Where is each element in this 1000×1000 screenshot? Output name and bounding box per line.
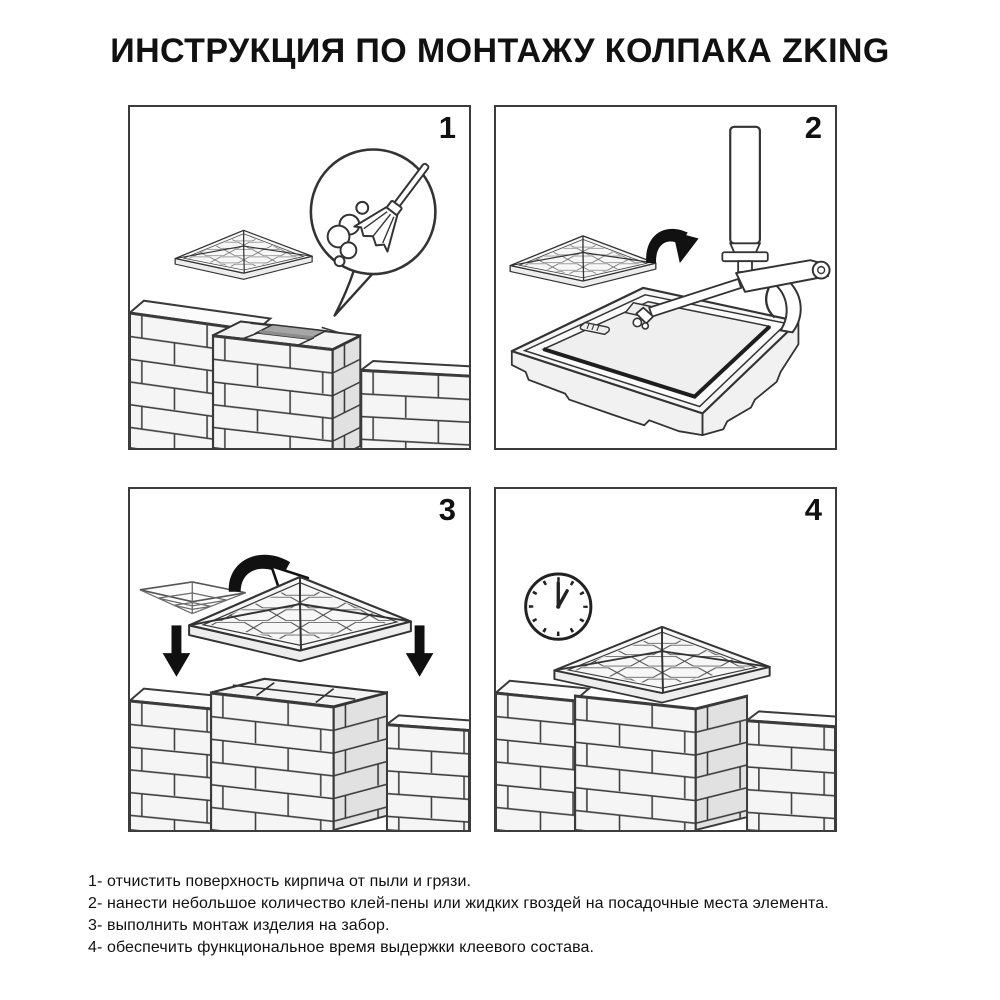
instructions-list bbox=[88, 871, 829, 959]
brick-wall-right bbox=[747, 711, 835, 830]
illustration-apply-adhesive bbox=[496, 107, 835, 448]
panel-number-2: 2 bbox=[804, 110, 822, 145]
cap-icon bbox=[175, 230, 312, 279]
brick-pillar-open-top bbox=[213, 321, 360, 448]
panel-grid bbox=[128, 105, 837, 832]
down-arrow-icon bbox=[163, 625, 191, 676]
panel-number-3: 3 bbox=[438, 492, 456, 527]
brick-pillar-closed-top bbox=[211, 679, 387, 830]
instruction-step-4: 4- обеспечить функциональное время выдержки клеевого состава. bbox=[88, 939, 595, 956]
illustration-curing-time bbox=[496, 489, 835, 830]
clock-icon bbox=[526, 574, 591, 639]
panel-step-4 bbox=[494, 487, 837, 832]
illustration-mount-cap bbox=[130, 489, 469, 830]
panel-step-1 bbox=[128, 105, 471, 450]
brick-pillar-with-cap bbox=[575, 696, 747, 830]
illustration-clean-surface bbox=[130, 107, 469, 448]
brick-wall-right bbox=[387, 715, 469, 830]
cap-icon bbox=[510, 236, 656, 288]
brick-wall-right bbox=[361, 361, 469, 448]
flip-arrow-icon bbox=[646, 229, 699, 263]
panel-step-3 bbox=[128, 487, 471, 832]
page-title: ИНСТРУКЦИЯ ПО МОНТАЖУ КОЛПАКА ZKING bbox=[110, 32, 890, 70]
panel-number-1: 1 bbox=[438, 110, 456, 145]
panel-step-2 bbox=[494, 105, 837, 450]
instruction-step-2: 2- нанести небольшое количество клей-пены или жидких гвоздей на посадочные места элемента. bbox=[88, 895, 829, 912]
instruction-step-3: 3- выполнить монтаж изделия на забор. bbox=[88, 917, 390, 934]
instruction-step-1: 1- отчистить поверхность кирпича от пыли и грязи. bbox=[88, 873, 472, 890]
down-arrow-icon bbox=[406, 625, 434, 676]
panel-number-4: 4 bbox=[804, 492, 822, 527]
